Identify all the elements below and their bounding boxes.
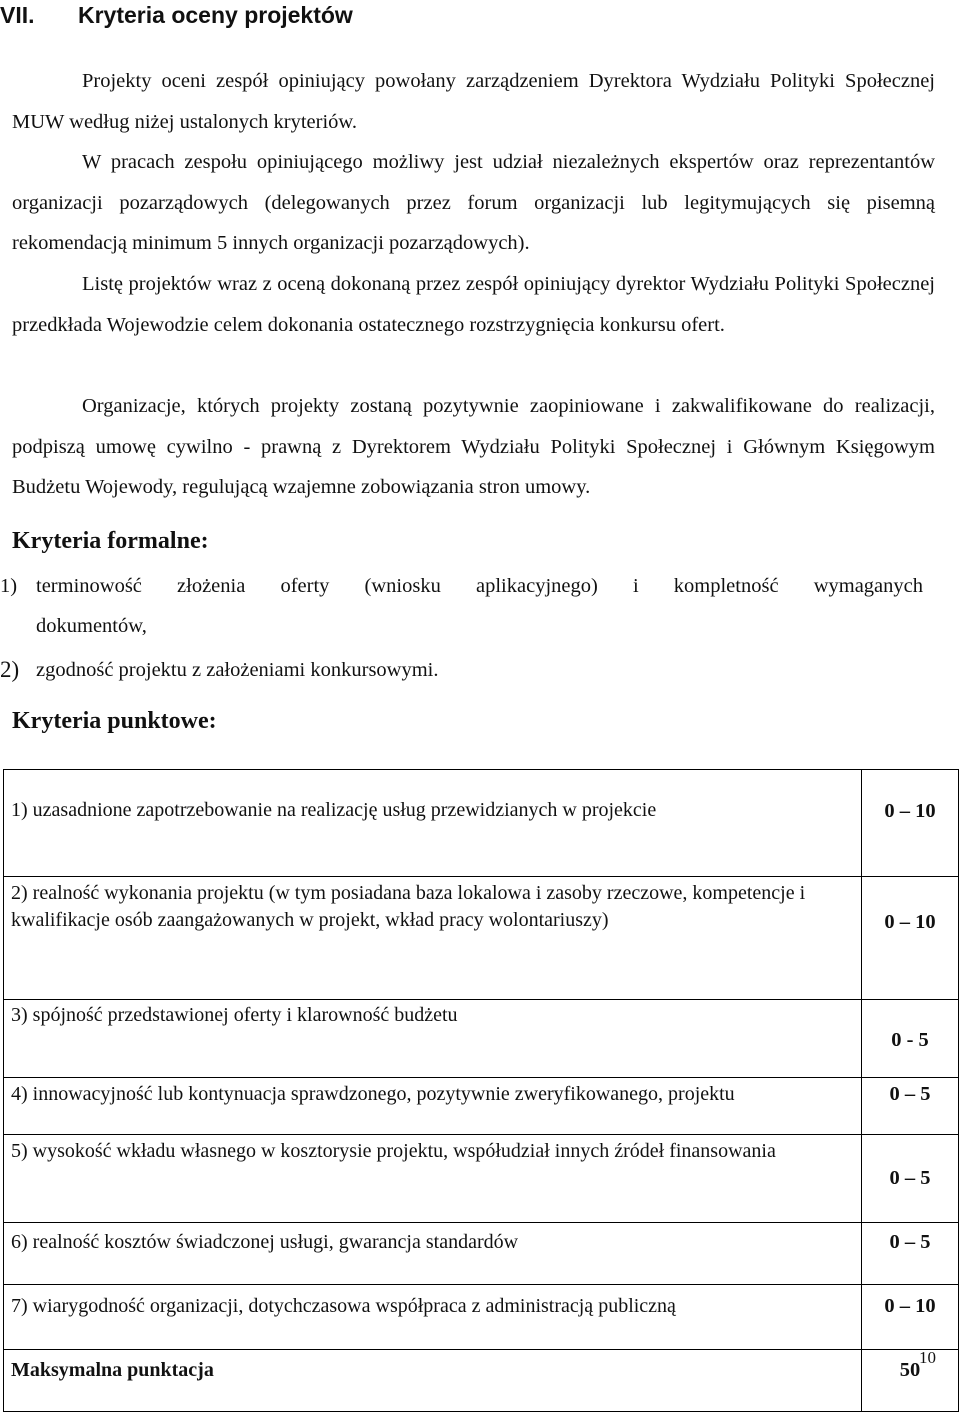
table-row-total <box>4 1350 959 1412</box>
section-title: Kryteria oceny projektów <box>78 2 353 28</box>
formal-criterion-text: zgodność projektu z założeniami konkursowymi. <box>36 659 439 681</box>
total-label: Maksymalna punktacja <box>4 1350 862 1412</box>
page-number: 10 <box>919 1348 936 1367</box>
points-criteria-table <box>3 769 959 1412</box>
criterion-description: 5) wysokość wkładu własnego w kosztorysie projektu, współudział innych źródeł finansowania <box>4 1135 862 1223</box>
paragraph-evaluation-team: Projekty oceni zespół opiniujący powołany zarządzeniem Dyrektora Wydziału Polityki Społecznej MUW według niżej ustalonych kryteriów. <box>12 70 935 133</box>
table-row <box>4 1285 959 1350</box>
formal-criterion-number: 2) <box>0 657 20 682</box>
paragraph-contracts: Organizacje, których projekty zostaną pozytywnie zaopiniowane i zakwalifikowane do realizacji, podpiszą umowę cywilno - prawną z Dyrektorem Wydziału Polityki Społecznej i Głównym Księgowym Budżetu Wojewody, regulującą wzajemne zobowiązania stron umowy. <box>12 395 935 499</box>
criterion-score: 0 – 10 <box>862 770 959 877</box>
table-row <box>4 770 959 877</box>
formal-criterion-text: terminowość złożenia oferty (wniosku aplikacyjnego) i kompletność wymaganych <box>36 575 923 597</box>
total-score: 50 <box>862 1350 959 1412</box>
formal-criterion-number: 1) <box>0 575 18 597</box>
table-row <box>4 877 959 1000</box>
criterion-description: 7) wiarygodność organizacji, dotychczasowa współpraca z administracją publiczną <box>4 1285 862 1350</box>
table-row <box>4 1078 959 1135</box>
formal-criterion-item <box>0 566 923 646</box>
section-number: VII. <box>0 2 35 28</box>
criterion-score: 0 – 5 <box>862 1135 959 1223</box>
formal-criteria-title: Kryteria formalne: <box>12 528 209 554</box>
formal-criterion-item <box>0 652 923 688</box>
paragraph-experts: W pracach zespołu opiniującego możliwy jest udział niezależnych ekspertów oraz reprezentantów organizacji pozarządowych (delegowanych przez forum organizacji lub legitymujących się pisemną rekomendacją minimum 5 innych organizacji pozarządowych). <box>12 151 935 255</box>
criterion-score: 0 – 10 <box>862 1285 959 1350</box>
criterion-description: 6) realność kosztów świadczonej usługi, gwarancja standardów <box>4 1223 862 1285</box>
criterion-score: 0 - 5 <box>862 1000 959 1078</box>
section-heading <box>0 0 353 30</box>
table-row <box>4 1000 959 1078</box>
criterion-description: 2) realność wykonania projektu (w tym posiadana baza lokalowa i zasoby rzeczowe, kompetencje i kwalifikacje osób zaangażowanych w projekt, wkład pracy wolontariuszy) <box>4 877 862 1000</box>
criterion-description: 1) uzasadnione zapotrzebowanie na realizację usług przewidzianych w projekcie <box>4 770 862 877</box>
criterion-score: 0 – 5 <box>862 1078 959 1135</box>
criterion-score: 0 – 10 <box>862 877 959 1000</box>
paragraph-project-list: Listę projektów wraz z oceną dokonaną przez zespół opiniujący dyrektor Wydziału Polityki Społecznej przedkłada Wojewodzie celem dokonania ostatecznego rozstrzygnięcia konkursu ofert. <box>12 273 935 336</box>
points-criteria-title: Kryteria punktowe: <box>12 708 217 734</box>
criterion-score: 0 – 5 <box>862 1223 959 1285</box>
criterion-description: 3) spójność przedstawionej oferty i klarowność budżetu <box>4 1000 862 1078</box>
criterion-description: 4) innowacyjność lub kontynuacja sprawdzonego, pozytywnie zweryfikowanego, projektu <box>4 1078 862 1135</box>
table-row <box>4 1135 959 1223</box>
table-row <box>4 1223 959 1285</box>
formal-criterion-text-continued: dokumentów, <box>36 615 147 637</box>
